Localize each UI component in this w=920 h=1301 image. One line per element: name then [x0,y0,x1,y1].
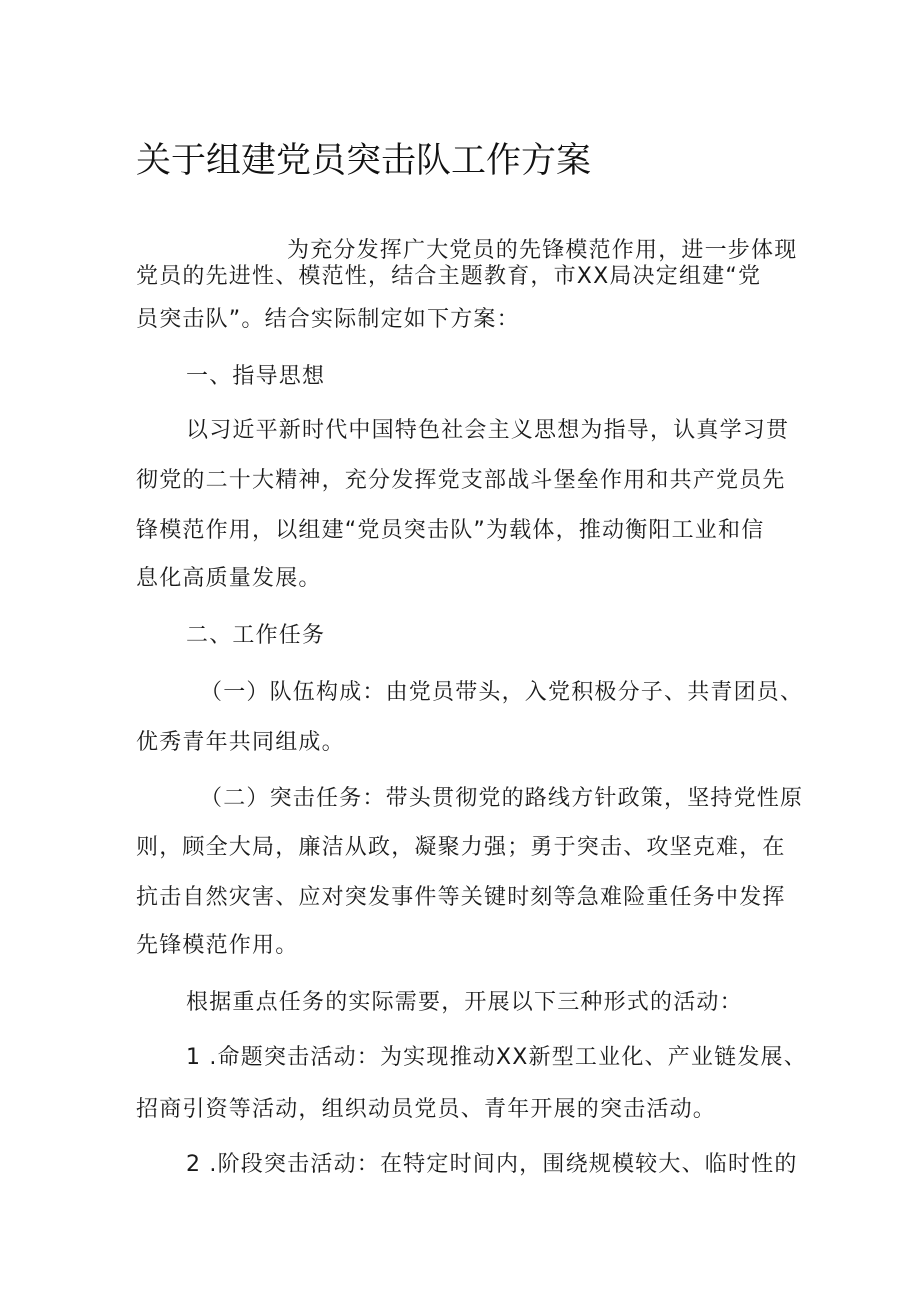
section-heading: 二、工作任务 [186,623,326,648]
paragraph-line: 则，顾全大局，廉洁从政，凝聚力强；勇于突击、攻坚克难，在 [136,835,786,860]
paragraph-line: （一）队伍构成：由党员带头，入党积极分子、共青团员、 [200,680,804,705]
paragraph-line: 息化高质量发展。 [136,566,322,591]
paragraph-line: 根据重点任务的实际需要，开展以下三种形式的活动： [186,990,743,1015]
list-item-continuation: 招商引资等活动，组织动员党员、青年开展的突击活动。 [136,1097,717,1122]
paragraph-line: （二）突击任务：带头贯彻党的路线方针政策，坚持党性原 [200,786,804,811]
paragraph-line: 先锋模范作用。 [136,933,299,958]
section-heading: 一、指导思想 [186,364,326,389]
paragraph-line: 为充分发挥广大党员的先锋模范作用，进一步体现 [287,238,798,263]
list-item: 2 .阶段突击活动：在特定时间内，围绕规模较大、临时性的 [186,1152,798,1177]
document-title: 关于组建党员突击队工作方案 [136,141,592,181]
paragraph-line: 党员的先进性、模范性，结合主题教育，市XX局决定组建“党 [136,264,762,289]
paragraph-line: 抗击自然灾害、应对突发事件等关键时刻等急难险重任务中发挥 [136,885,786,910]
paragraph-line: 员突击队”。结合实际制定如下方案： [136,307,520,332]
paragraph-line: 以习近平新时代中国特色社会主义思想为指导，认真学习贯 [186,418,790,443]
paragraph-line: 锋模范作用，以组建“党员突击队”为载体，推动衡阳工业和信 [136,518,765,543]
paragraph-line: 优秀青年共同组成。 [136,730,345,755]
paragraph-line: 彻党的二十大精神，充分发挥党支部战斗堡垒作用和共产党员先 [136,468,786,493]
list-item: 1 .命题突击活动：为实现推动XX新型工业化、产业链发展、 [186,1045,807,1070]
